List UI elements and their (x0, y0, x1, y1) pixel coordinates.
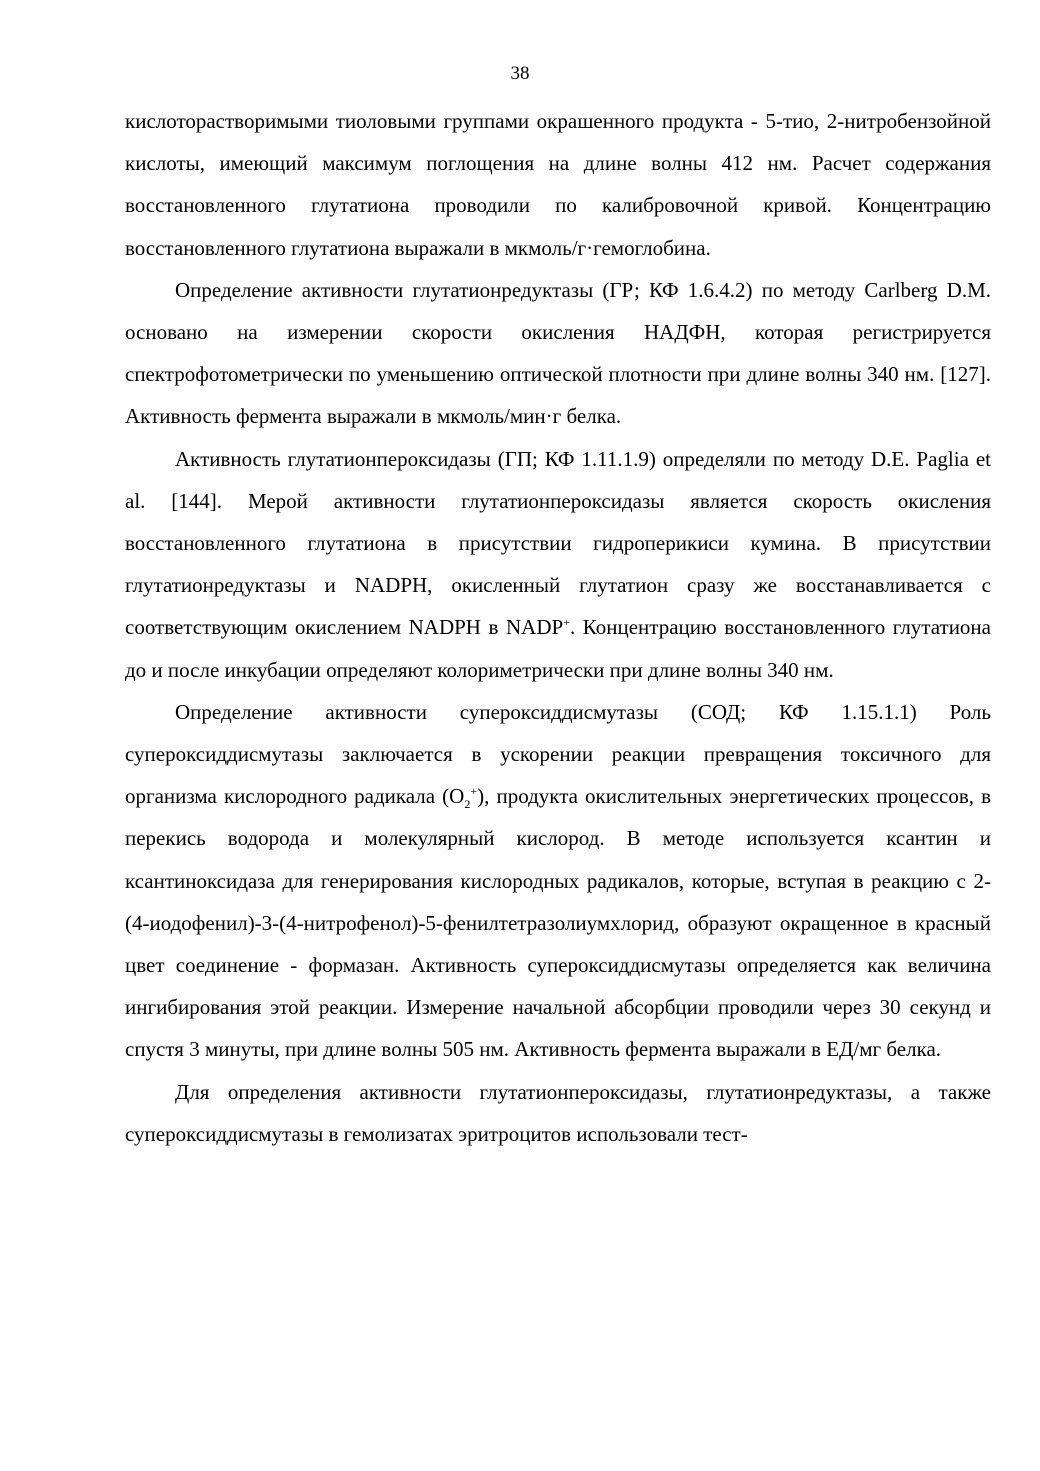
paragraph-text: Активность глутатионпероксидазы (ГП; КФ 1.11.1.9) определяли по методу D.E. Paglia et al. [144]. Мерой активности глутатионпероксидазы является скорость окисления восстановленного глутатиона в присутствии гидроперикиси кумина. В присутствии глутатионредуктазы и NADPH, окисленный глутатион сразу же восстанавливается с соответствующим окислением NADPH в NADP (125, 446, 991, 640)
body-text (125, 100, 991, 1155)
superscript-plus: + (470, 784, 478, 799)
superscript-plus: + (563, 615, 570, 630)
paragraph-glutathione-peroxidase (125, 438, 991, 691)
paragraph-glutathione-reductase: Определение активности глутатионредуктазы (ГР; КФ 1.6.4.2) по методу Carlberg D.M. основано на измерении скорости окисления НАДФН, которая регистрируется спектрофотометрически по уменьшению оптической плотности при длине волны 340 нм. [127]. Активность фермента выражали в мкмоль/мин·г белка. (125, 277, 991, 429)
paragraph-text: . Концентрацию восстановленного глутатиона до и после инкубации определяют колориметрически при длине волны 340 нм. (125, 615, 991, 682)
paragraph-test-kits: Для определения активности глутатионпероксидазы, глутатионредуктазы, а также супероксиддисмутазы в гемолизатах эритроцитов использовали тест- (125, 1079, 991, 1146)
page-number: 38 (510, 63, 530, 84)
paragraph-superoxide-dismutase (125, 691, 991, 1071)
paragraph-text: ), продукта окислительных энергетических процессов, в перекись водорода и молекулярный кислород. В методе используется ксантин и ксантиноксидаза для генерирования кислородных радикалов, которые, вступая в реакцию с 2-(4-иодофенил)-3-(4-нитрофенол)-5-фенилтетразолиумхлорид, образуют окращенное в красный цвет соединение - формазан. Активность супероксиддисмутазы определяется как величина ингибирования этой реакции. Измерение начальной абсорбции проводили через 30 секунд и спустя 3 минуты, при длине волны 505 нм. Активность фермента выражали в ЕД/мг белка. (125, 784, 991, 1062)
paragraph-text: Определение активности супероксиддисмутазы (СОД; КФ 1.15.1.1) Роль супероксиддисмутазы заключается в ускорении реакции превращения токсичного для организма кислородного радикала (O (125, 699, 991, 809)
subscript-two: 2 (464, 797, 471, 812)
paragraph-glutathione-calc: кислоторастворимыми тиоловыми группами окрашенного продукта - 5-тио, 2-нитробензойной кислоты, имеющий максимум поглощения на длине волны 412 нм. Расчет содержания восстановленного глутатиона проводили по калибровочной кривой. Концентрацию восстановленного глутатиона выражали в мкмоль/г·гемоглобина. (125, 109, 991, 260)
